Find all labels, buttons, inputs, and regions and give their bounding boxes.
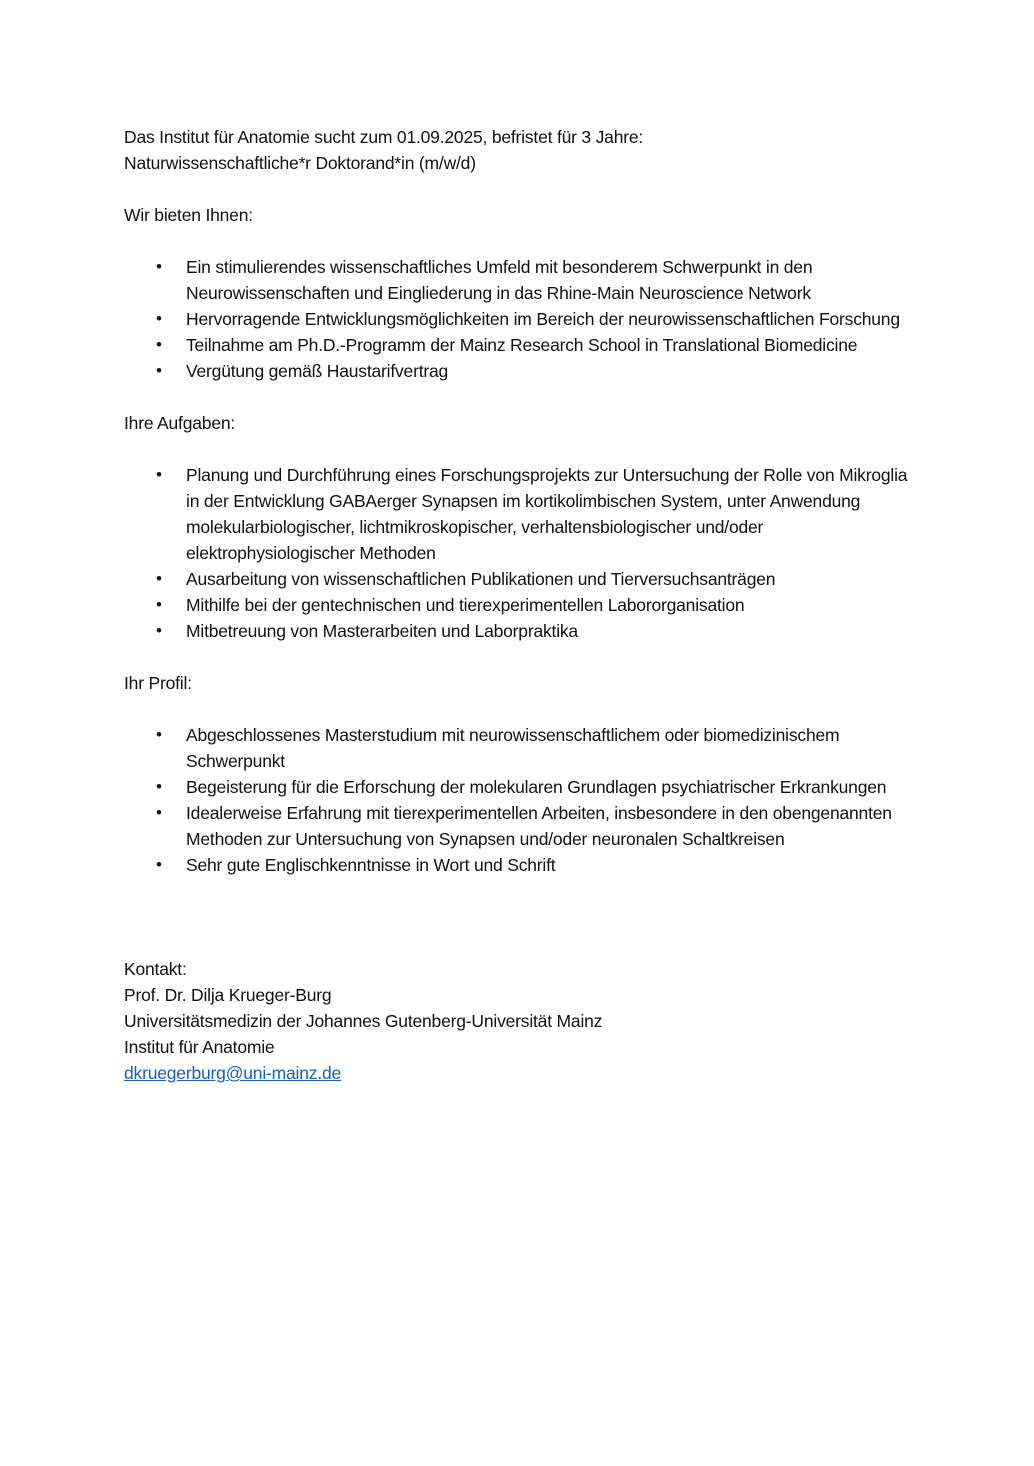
contact-email-link[interactable]: dkruegerburg@uni-mainz.de [124,1063,342,1083]
contact-block [124,956,924,1086]
document-page [124,124,924,1086]
tasks-list [124,462,924,644]
bullet-icon: • [156,803,162,822]
list-item: • Begeisterung für die Erforschung der molekularen Grundlagen psychiatrischer Erkrankungen [124,774,924,800]
bullet-icon: • [156,569,162,588]
profile-heading: Ihr Profil: [124,673,192,693]
list-item: • Mitbetreuung von Masterarbeiten und Laborpraktika [124,618,924,644]
list-item: • Mithilfe bei der gentechnischen und tierexperimentellen Labororganisation [124,592,924,618]
contact-name: Prof. Dr. Dilja Krueger-Burg [124,985,332,1005]
contact-department: Institut für Anatomie [124,1037,275,1057]
list-item: • Vergütung gemäß Haustarifvertrag [124,358,924,384]
job-title: Naturwissenschaftliche*r Doktorand*in (m/w/d) [124,153,476,173]
list-item: • Abgeschlossenes Masterstudium mit neurowissenschaftlichem oder biomedizinischem Schwerpunkt [124,722,924,774]
list-item: • Ausarbeitung von wissenschaftlichen Publikationen und Tierversuchsanträgen [124,566,924,592]
contact-label: Kontakt: [124,959,187,979]
header-intro: Das Institut für Anatomie sucht zum 01.09.2025, befristet für 3 Jahre: [124,127,644,147]
profile-list [124,722,924,878]
bullet-icon: • [156,725,162,744]
bullet-icon: • [156,335,162,354]
bullet-icon: • [156,595,162,614]
spacer [124,176,924,202]
bullet-icon: • [156,777,162,796]
bullet-icon: • [156,855,162,874]
list-item: • Sehr gute Englischkenntnisse in Wort und Schrift [124,852,924,878]
offer-heading: Wir bieten Ihnen: [124,205,253,225]
spacer [124,904,924,956]
list-item: • Planung und Durchführung eines Forschungsprojekts zur Untersuchung der Rolle von Mikroglia in der Entwicklung GABAerger Synapsen im kortikolimbischen System, unter Anwendung molekularbiologischer, lichtmikroskopischer, verhaltensbiologischer und/oder elektrophysiologischer Methoden [124,462,924,566]
tasks-heading: Ihre Aufgaben: [124,413,236,433]
bullet-icon: • [156,309,162,328]
list-item: • Teilnahme am Ph.D.-Programm der Mainz Research School in Translational Biomedicine [124,332,924,358]
bullet-icon: • [156,621,162,640]
bullet-icon: • [156,257,162,276]
offer-list [124,254,924,384]
list-item: • Idealerweise Erfahrung mit tierexperimentellen Arbeiten, insbesondere in den obengenannten Methoden zur Untersuchung von Synapsen und/oder neuronalen Schaltkreisen [124,800,924,852]
contact-organization: Universitätsmedizin der Johannes Gutenberg-Universität Mainz [124,1011,603,1031]
list-item: • Ein stimulierendes wissenschaftliches Umfeld mit besonderem Schwerpunkt in den Neurowissenschaften und Eingliederung in das Rhine-Main Neuroscience Network [124,254,924,306]
bullet-icon: • [156,465,162,484]
bullet-icon: • [156,361,162,380]
list-item: • Hervorragende Entwicklungsmöglichkeiten im Bereich der neurowissenschaftlichen Forschung [124,306,924,332]
